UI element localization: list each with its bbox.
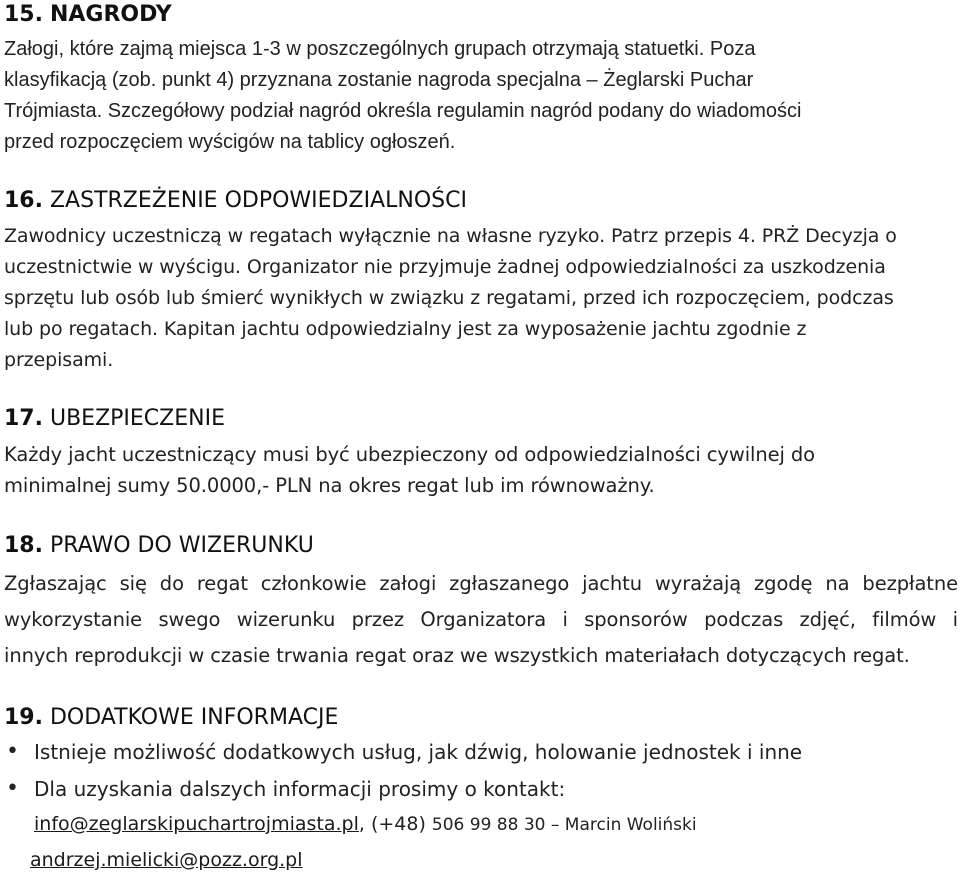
email-link-info[interactable]: info@zeglarskipuchartrojmiasta.pl <box>34 813 359 835</box>
section-16-line: lub po regatach. Kapitan jachtu odpowiedzialny jest za wyposażenie jachtu zgodnie z <box>4 318 807 340</box>
bullet-item: • Istnieje możliwość dodatkowych usług, jak dźwig, holowanie jednostek i inne <box>4 737 960 767</box>
section-18-line: wykorzystanie swego wizerunku przez Organizatora i sponsorów podczas zdjęć, filmów i <box>4 608 958 631</box>
contact-line <box>4 809 960 840</box>
section-18-line: Zgłaszając się do regat członkowie załogi zgłaszanego jachtu wyrażają zgodę na bezpłatne <box>4 572 958 595</box>
section-16-line: sprzętu lub osób lub śmierć wynikłych w związku z regatami, przed ich rozpoczęciem, podczas <box>4 287 894 309</box>
email-link-andrzej[interactable]: andrzej.mielicki@pozz.org.pl <box>30 849 303 871</box>
section-17-heading <box>4 406 960 432</box>
section-16-heading <box>4 188 960 214</box>
section-16-text <box>4 221 960 376</box>
section-18-text <box>4 566 958 674</box>
section-16-number: 16. <box>4 188 43 213</box>
section-15-line: przed rozpoczęciem wyścigów na tablicy ogłoszeń. <box>4 131 456 153</box>
section-15-line: klasyfikacją (zob. punkt 4) przyznana zostanie nagroda specjalna – Żeglarski Puchar <box>4 69 754 91</box>
section-17-title: UBEZPIECZENIE <box>49 406 225 431</box>
section-15-heading <box>4 2 960 28</box>
section-18-title: PRAWO DO WIZERUNKU <box>49 533 314 558</box>
contact-person: Marcin Woliński <box>564 815 697 835</box>
section-15-title: NAGRODY <box>49 2 172 27</box>
section-19 <box>4 705 960 875</box>
section-19-bullets <box>4 737 960 804</box>
section-18 <box>4 533 958 674</box>
section-15 <box>4 2 960 158</box>
section-16 <box>4 188 960 376</box>
section-17-line: Każdy jacht uczestniczący musi być ubezpieczony od odpowiedzialności cywilnej do <box>4 443 816 466</box>
phone-number: 506 99 88 30 <box>431 815 546 835</box>
section-18-line: innych reprodukcji w czasie trwania regat oraz we wszystkich materiałach dotyczących regat. <box>4 644 910 667</box>
phone-dash: – <box>545 815 565 835</box>
phone-prefix: , (+48) <box>358 813 432 835</box>
section-19-title: DODATKOWE INFORMACJE <box>49 705 339 730</box>
section-19-number: 19. <box>4 705 43 730</box>
section-15-number: 15. <box>4 2 43 27</box>
section-17-line: minimalnej sumy 50.0000,- PLN na okres regat lub im równoważny. <box>4 474 655 497</box>
section-15-text <box>4 34 960 158</box>
section-19-heading <box>4 705 960 731</box>
section-15-line: Załogi, które zajmą miejsca 1-3 w poszczególnych grupach otrzymają statuetki. Poza <box>4 38 756 60</box>
section-17 <box>4 406 960 501</box>
section-17-text <box>4 439 960 501</box>
bullet-item: • Dla uzyskania dalszych informacji prosimy o kontakt: <box>4 774 960 804</box>
section-16-line: uczestnictwie w wyścigu. Organizator nie przyjmuje żadnej odpowiedzialności za uszkodzenia <box>4 256 886 278</box>
section-17-number: 17. <box>4 406 43 431</box>
section-16-title: ZASTRZEŻENIE ODPOWIEDZIALNOŚCI <box>49 188 467 213</box>
section-16-line: Zawodnicy uczestniczą w regatach wyłącznie na własne ryzyko. Patrz przepis 4. PRŻ Decyzja o <box>4 225 897 247</box>
section-18-heading <box>4 533 958 559</box>
contact-line-2 <box>4 845 960 875</box>
section-18-number: 18. <box>4 533 43 558</box>
section-16-line: przepisami. <box>4 349 114 371</box>
section-15-line: Trójmiasta. Szczegółowy podział nagród określa regulamin nagród podany do wiadomości <box>4 100 802 122</box>
